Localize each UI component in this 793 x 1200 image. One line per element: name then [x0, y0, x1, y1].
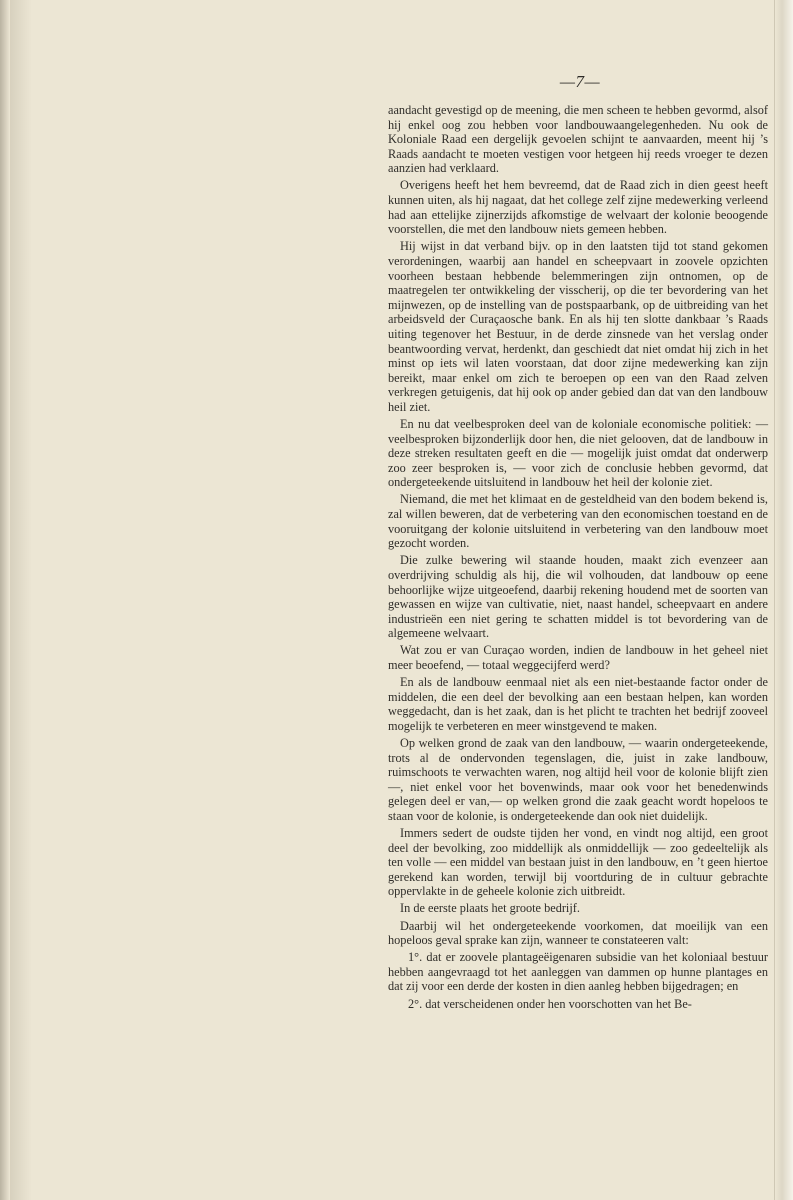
- paragraph-12: Daarbij wil het ondergeteekende voorkomen, dat moeilijk van een hopeloos geval sprake kan zijn, wanneer te constateeren valt:: [388, 918, 768, 948]
- paragraph-11: In de eerste plaats het groote bedrijf.: [400, 901, 580, 916]
- paragraph-7: Wat zou er van Curaçao worden, indien de landbouw in het geheel niet meer beoefend, — totaal weggecijferd werd?: [388, 643, 768, 672]
- page-number: —7—: [559, 72, 601, 91]
- paragraph-10: Immers sedert de oudste tijden her vond, en vindt nog altijd, een groot deel der bevolking, zoo middellijk als onmiddellijk — zoo gedeeltelijk als ten volle — een middel van bestaan juist in den landbouw, en ’t geen hiertoe gerekend kan worden, terwijl bij voortduring de in cultuur gebrachte oppervlakte in de geheele kolonie zich uitbreidt.: [388, 826, 768, 899]
- paragraph-2: Overigens heeft het hem bevreemd, dat de Raad zich in dien geest heeft kunnen uiten, als hij nagaat, dat het college zelf zijne medewerking verleend had aan ettelijke zijnerzijds afkomstige de welvaart der kolonie beoogende voorstellen, die met den landbouw niets gemeen hebben.: [388, 178, 768, 237]
- right-page-edge: [774, 0, 793, 1200]
- binding-shadow: [10, 0, 32, 1200]
- paragraph-1: aandacht gevestigd op de meening, die men scheen te hebben gevormd, alsof hij enkel oog zou hebben voor landbouwaangelegenheden. Nu ook de Koloniale Raad een dergelijk gevoelen schijnt te aanvaarden, meent hij ’s Raads aandacht te moeten vestigen voor hetgeen hij reeds vroeger te dezen aanzien had verklaard.: [388, 103, 768, 176]
- text-column: [388, 103, 768, 1014]
- paragraph-8: En als de landbouw eenmaal niet als een niet-bestaande factor onder de middelen, die een deel der bevolking aan een bestaan helpen, kan worden weggedacht, dan is het zaak, dan is het plicht te trachten het bedrijf zooveel mogelijk te verbeteren en meer winstgevend te maken.: [388, 675, 768, 733]
- paragraph-3: Hij wijst in dat verband bijv. op in den laatsten tijd tot stand gekomen verordeningen, waarbij aan handel en scheepvaart in zoovele opzichten voorheen bestaan hebbende belemmeringen zijn ontnomen, op de maatregelen ter ontwikkeling der visscherij, op die ter bevordering van het mijnwezen, op de instelling van de postspaarbank, op de uitbreiding van het arbeidsveld der Curaçaosche bank. En als hij ten slotte dankbaar ’s Raads uiting tegenover het Bestuur, in de derde zinsnede van het verslag onder beantwoording vervat, herdenkt, dan geschiedt dat niet omdat hij zich in het minst op iets wil laten voorstaan, dat door zijne medewerking kan zijn bereikt, maar enkel om zich te beroepen op een van den Raad zelven verkregen getuigenis, dat hij ook op ander gebied dan dat van den landbouw heil ziet.: [388, 239, 768, 414]
- paragraph-5: Niemand, die met het klimaat en de gesteldheid van den bodem bekend is, zal willen beweren, dat de verbetering van den economischen toestand en de vooruitgang der kolonie uitsluitend in verbetering van den landbouw moet gezocht worden.: [388, 492, 768, 551]
- paragraph-9: Op welken grond de zaak van den landbouw, — waarin ondergeteekende, trots al de ondervonden tegenslagen, die, juist in zake landbouw, ruimschoots te verwachten waren, nog altijd heil voor de kolonie blijft zien—, niet enkel voor het bovenwinds, maar ook voor het benedenwinds gelegen deel er van,— op welken grond die zaak geacht wordt hopeloos te staan voor de kolonie, is ondergeteekende dan ook niet duidelijk.: [388, 735, 768, 823]
- paragraph-6: Die zulke bewering wil staande houden, maakt zich evenzeer aan overdrijving schuldig als hij, die wil volhouden, dat landbouw op eene behoorlijke wijze uitgeoefend, daarbij rekening houdend met de soorten van gewassen en wijze van cultivatie, niet, naast handel, scheepvaart en andere industrieën een niet gering te schatten middel is tot bevordering van de algemeene welvaart.: [388, 553, 768, 641]
- paragraph-4: En nu dat veelbesproken deel van de koloniale economische politiek: — veelbesproken bijzonderlijk door hen, die niet gelooven, dat de landbouw in deze streken resultaten geeft en die — mogelijk juist omdat dat onderwerp zoo zeer besproken is, — voor zich de conclusie hebben gevormd, dat ondergeteekende uitsluitend in landbouw het heil der kolonie ziet.: [388, 416, 768, 490]
- left-page-edge: [0, 0, 10, 1200]
- enumerated-item-1: 1°. dat er zoovele plantageëigenaren subsidie van het koloniaal bestuur hebben aangevraagd tot het aanleggen van dammen op hunne plantages en dat zij voor een derde der kosten in dien aanleg hebben bijgedragen; en: [388, 950, 768, 994]
- enumerated-item-2: 2°. dat verscheidenen onder hen voorschotten van het Be-: [408, 996, 692, 1011]
